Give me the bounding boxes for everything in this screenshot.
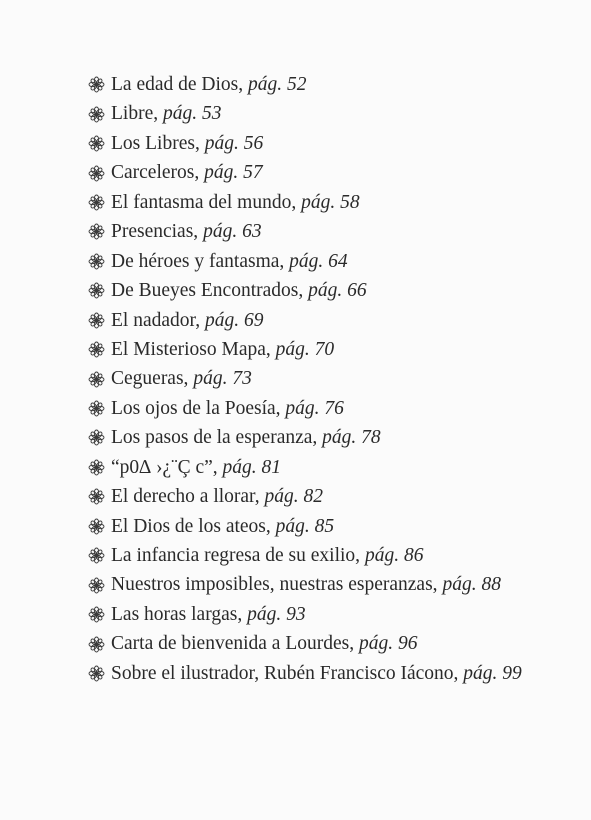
ornamental-flower-icon <box>88 312 105 329</box>
toc-entry-title: “p0∆ ›¿¨Ç c”, <box>111 456 218 478</box>
toc-entry-title: Presencias, <box>111 221 199 243</box>
toc-entry-page: pág. 78 <box>322 427 381 449</box>
toc-entry-title: Carta de bienvenida a Lourdes, <box>111 633 355 655</box>
ornamental-flower-icon <box>88 606 105 623</box>
toc-entry-title: Libre, <box>111 103 159 125</box>
toc-entry-title: Sobre el ilustrador, Rubén Francisco Iácono, <box>111 662 459 684</box>
toc-entry-title: Carceleros, <box>111 162 200 184</box>
toc-entry-title: El derecho a llorar, <box>111 486 260 508</box>
toc-entry-page: pág. 93 <box>247 603 306 625</box>
toc-entry-title: Los Libres, <box>111 132 200 154</box>
toc-entry-page: pág. 58 <box>301 191 360 213</box>
table-of-contents <box>88 70 522 688</box>
toc-entry <box>88 659 522 688</box>
toc-entry-page: pág. 81 <box>222 456 282 478</box>
toc-entry <box>88 70 522 99</box>
toc-entry <box>88 600 522 629</box>
toc-entry-title: La edad de Dios, <box>111 74 244 95</box>
toc-entry <box>88 423 522 452</box>
toc-entry-title: El fantasma del mundo, <box>111 191 297 213</box>
toc-entry <box>88 453 522 482</box>
toc-entry-title: Nuestros imposibles, nuestras esperanzas, <box>111 574 438 596</box>
toc-entry <box>88 364 522 393</box>
toc-entry-page: pág. 63 <box>203 221 262 243</box>
toc-entry <box>88 629 522 658</box>
toc-entry <box>88 99 522 128</box>
toc-entry <box>88 482 522 511</box>
toc-entry-title: El Dios de los ateos, <box>111 515 271 537</box>
ornamental-flower-icon <box>88 488 105 505</box>
toc-entry-page: pág. 66 <box>308 280 367 302</box>
toc-entry <box>88 541 522 570</box>
ornamental-flower-icon <box>88 135 105 152</box>
toc-entry <box>88 247 522 276</box>
toc-entry <box>88 335 522 364</box>
ornamental-flower-icon <box>88 547 105 564</box>
ornamental-flower-icon <box>88 282 105 299</box>
toc-entry-page: pág. 64 <box>289 250 348 272</box>
toc-entry-title: La infancia regresa de su exilio, <box>111 545 361 566</box>
toc-entry <box>88 188 522 217</box>
toc-entry-page: pág. 57 <box>204 162 263 184</box>
ornamental-flower-icon <box>88 76 105 93</box>
toc-entry-title: El nadador, <box>111 309 201 331</box>
toc-entry-page: pág. 56 <box>204 132 264 154</box>
toc-entry <box>88 129 522 158</box>
toc-entry-page: pág. 76 <box>285 397 344 419</box>
toc-entry <box>88 394 522 423</box>
toc-entry <box>88 158 522 187</box>
toc-entry-page: pág. 52 <box>248 74 307 95</box>
ornamental-flower-icon <box>88 400 105 417</box>
toc-entry-page: pág. 73 <box>193 368 252 390</box>
ornamental-flower-icon <box>88 577 105 594</box>
toc-entry-page: pág. 70 <box>275 338 335 360</box>
toc-entry <box>88 570 522 599</box>
toc-entry-page: pág. 82 <box>264 486 324 508</box>
ornamental-flower-icon <box>88 106 105 123</box>
toc-entry-title: Las horas largas, <box>111 603 243 625</box>
toc-entry <box>88 512 522 541</box>
toc-entry-title: El Misterioso Mapa, <box>111 338 271 360</box>
toc-entry-title: Los pasos de la esperanza, <box>111 427 318 449</box>
toc-entry-page: pág. 53 <box>162 103 222 125</box>
toc-entry-title: De Bueyes Encontrados, <box>111 280 304 302</box>
toc-entry <box>88 306 522 335</box>
ornamental-flower-icon <box>88 665 105 682</box>
toc-entry-page: pág. 99 <box>463 662 522 684</box>
toc-entry-page: pág. 85 <box>275 515 335 537</box>
toc-entry-title: Cegueras, <box>111 368 189 390</box>
toc-entry-page: pág. 69 <box>204 309 264 331</box>
ornamental-flower-icon <box>88 459 105 476</box>
toc-entry <box>88 217 522 246</box>
ornamental-flower-icon <box>88 371 105 388</box>
toc-entry <box>88 276 522 305</box>
ornamental-flower-icon <box>88 165 105 182</box>
ornamental-flower-icon <box>88 636 105 653</box>
toc-entry-page: pág. 86 <box>364 545 424 566</box>
toc-entry-page: pág. 88 <box>442 574 501 596</box>
ornamental-flower-icon <box>88 223 105 240</box>
ornamental-flower-icon <box>88 429 105 446</box>
toc-entry-page: pág. 96 <box>359 633 418 655</box>
toc-entry-title: Los ojos de la Poesía, <box>111 397 281 419</box>
toc-entry-title: De héroes y fantasma, <box>111 250 285 272</box>
ornamental-flower-icon <box>88 341 105 358</box>
ornamental-flower-icon <box>88 518 105 535</box>
ornamental-flower-icon <box>88 194 105 211</box>
ornamental-flower-icon <box>88 253 105 270</box>
